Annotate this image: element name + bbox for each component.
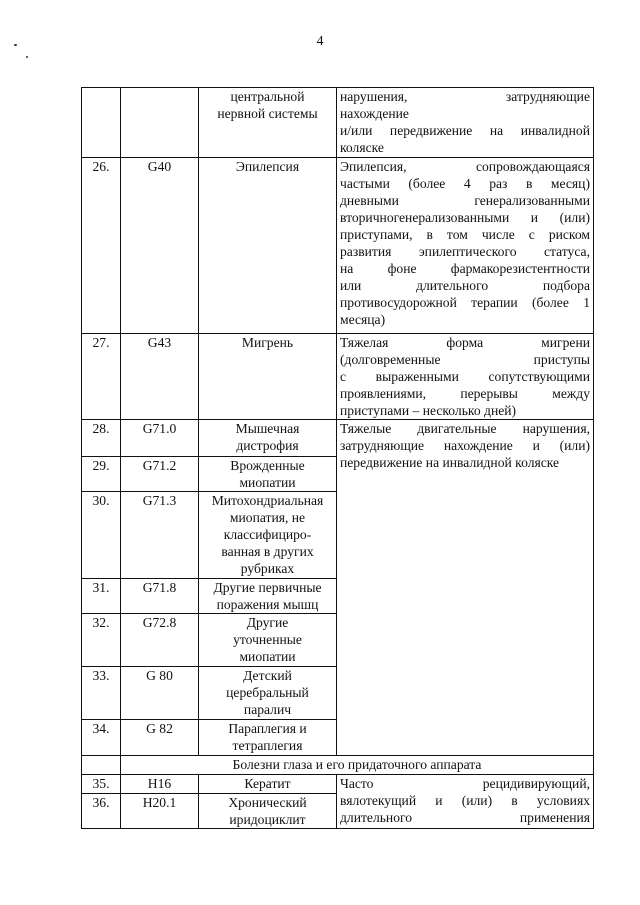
table-row [82,775,594,794]
condition-description: Тяжелые двигательные нарушения, затрудняющие нахождение и (или) передвижение на инвалидной коляске [337,420,594,756]
disease-name: Другие первичные поражения мышц [199,579,337,614]
table-row [82,420,594,457]
section-empty-cell [82,756,121,775]
icd-code: G71.8 [121,579,199,614]
row-number: 33. [82,667,121,720]
disease-table [81,87,594,829]
disease-name: Хронический иридоциклит [199,794,337,829]
row-number: 31. [82,579,121,614]
disease-name: Мышечная дистрофия [199,420,337,457]
icd-code: H16 [121,775,199,794]
page-number: 4 [316,34,324,49]
disease-name: Параплегия и тетраплегия [199,720,337,756]
condition-description: Эпилепсия, сопровождающаяся частыми (более 4 раз в месяц) дневными генерализованными вторичногенерализованными и (или) приступами, в том числе с риском развития эпилептического статуса, на фоне фармакорезистентности или длительного подбора противосудорожной терапии (более 1 месяца) [337,158,594,334]
disease-name: Митохондриальная миопатия, не классифициро- ванная в других рубриках [199,492,337,579]
row-number: 29. [82,457,121,492]
section-header-row [82,756,594,775]
row-number: 32. [82,614,121,667]
disease-name: Эпилепсия [199,158,337,334]
row-number: 35. [82,775,121,794]
icd-code: G 82 [121,720,199,756]
icd-code: G40 [121,158,199,334]
disease-name: Кератит [199,775,337,794]
table-row [82,158,594,334]
disease-name: Детский церебральный паралич [199,667,337,720]
disease-name: Мигрень [199,334,337,420]
row-number [82,88,121,158]
row-number: 34. [82,720,121,756]
disease-name: Другие уточненные миопатии [199,614,337,667]
scan-speck [14,44,17,46]
section-title: Болезни глаза и его придаточного аппарата [121,756,594,775]
disease-name: Врожденные миопатии [199,457,337,492]
icd-code: G71.2 [121,457,199,492]
icd-code: G43 [121,334,199,420]
condition-description: нарушения, затрудняющие нахождение и/или передвижение на инвалидной коляске [337,88,594,158]
scan-speck [26,56,28,58]
row-number: 27. [82,334,121,420]
row-number: 28. [82,420,121,457]
icd-code: H20.1 [121,794,199,829]
icd-code: G71.3 [121,492,199,579]
table-row [82,88,594,158]
icd-code: G72.8 [121,614,199,667]
condition-description: Тяжелая форма мигрени (долговременные приступы с выраженными сопутствующими проявлениями, перерывы между приступами – несколько дней) [337,334,594,420]
table-row [82,334,594,420]
condition-description: Часто рецидивирующий, вялотекущий и (или) в условиях длительного применения [337,775,594,829]
icd-code: G 80 [121,667,199,720]
icd-code: G71.0 [121,420,199,457]
row-number: 30. [82,492,121,579]
disease-name: центральной нервной системы [199,88,337,158]
row-number: 36. [82,794,121,829]
row-number: 26. [82,158,121,334]
icd-code [121,88,199,158]
